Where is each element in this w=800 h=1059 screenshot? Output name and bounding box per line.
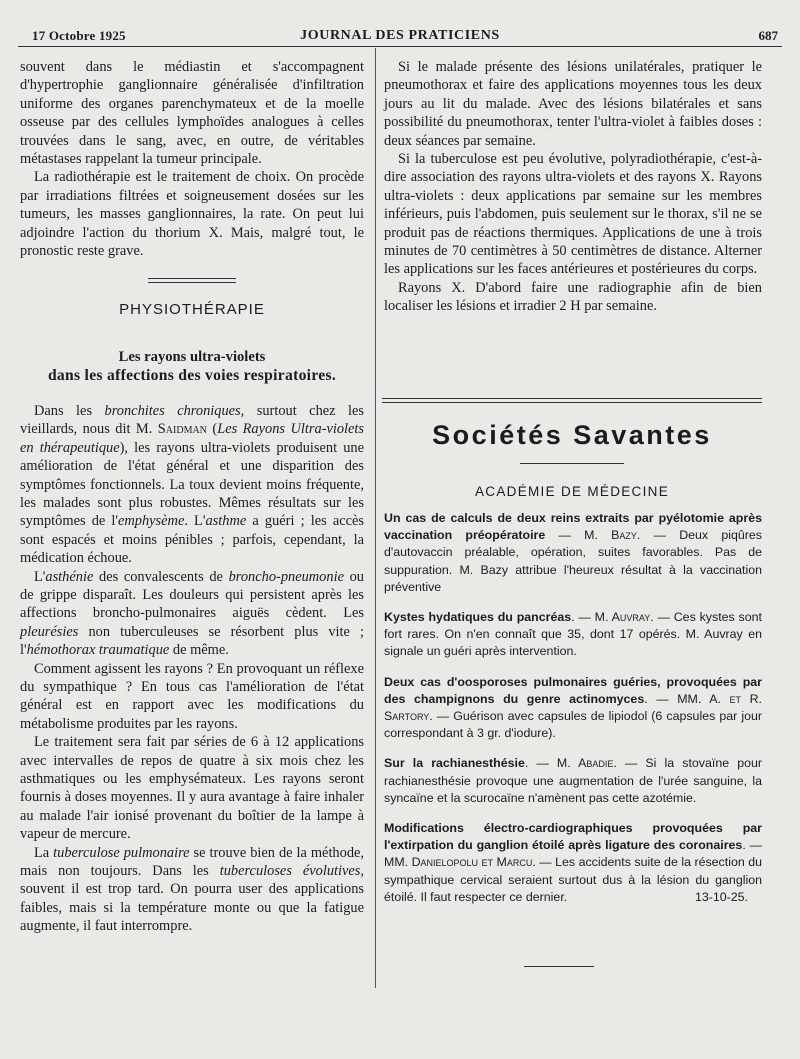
article-title-line2: dans les affections des voies respiratoires.: [47, 366, 337, 384]
entry: Un cas de calculs de deux reins extraits par pyélotomie après vaccination préopératoire — M. Bazy. — Deux piqûres d'autovaccin préalable, opération, suites favorables. Pas de suppuration. M. Bazy attribue l'heureux résultat à la vaccination préventive: [384, 511, 762, 594]
entry-date: 13-10-25.: [694, 889, 748, 904]
left-column: [20, 58, 364, 936]
entry: Deux cas d'oosporoses pulmonaires guéries, provoquées par des champignons du genre actinomyces. — MM. A. et R. Sartory. — Guérison avec capsules de lipiodol (6 capsules par jour correspondant à 3 gr. d'iodure).: [384, 674, 763, 741]
entry-authors: MM. A. et R. Sartory: [384, 691, 763, 724]
entry-authors: M. Abadie: [556, 756, 614, 771]
right-column: [384, 58, 762, 316]
header-rule: [18, 46, 782, 47]
paragraph: Comment agissent les rayons ? En provoquant un réflexe du sympathique ? En tous cas l'amélioration de l'état général est en rapport avec les modifications du métabolisme produites par les rayons.: [20, 660, 364, 732]
issue-date: 17 Octobre 1925: [32, 28, 126, 43]
academie-heading: ACADÉMIE DE MÉDECINE: [474, 484, 670, 499]
entry: Modifications électro-cardiographiques provoquées par l'extirpation du ganglion étoilé après ligature des coronaires. — MM. Danielopolu et Marcu. — Les accidents suite de la résection du sympathique cervical seraient surtout dus à la lésion du ganglion étoilé. Il faut respecter ce dernier. 13-10-25.: [384, 820, 762, 906]
entry-title: Sur la rachianesthésie: [384, 756, 525, 771]
heading-rule: [520, 463, 624, 464]
societes-heading: Sociétés Savantes: [432, 420, 712, 450]
section-heading: PHYSIOTHÉRAPIE: [119, 301, 265, 319]
page-number: 687: [758, 28, 778, 43]
entry-title: Kystes hydatiques du pancréas: [384, 610, 572, 625]
entry: Kystes hydatiques du pancréas. — M. Auvray. — Ces kystes sont fort rares. On n'en connaît que 35, dont 17 opérés. M. Auvray en signale un guéri après intervention.: [384, 610, 762, 659]
paragraph: Dans les bronchites chroniques, surtout chez les vieillards, nous dit M. Saidman (Les Rayons Ultra-violets en thérapeutique), les rayons ultra-violets produisent une amélioration de l'état général et une disparition des symptômes fonctionnels. La toux devient moins fréquente, les malades sont plus robustes. Mêmes résultats sur les symptômes de l'emphysème. L'asthme a guéri ; les accès sont espacés et moins pénibles ; parfois, cependant, la médication échoue.: [20, 402, 365, 567]
entry-authors: M. Auvray: [594, 610, 651, 625]
page-header: [0, 0, 800, 46]
paragraph: Rayons X. D'abord faire une radiographie afin de bien localiser les lésions et irradier 2 H par semaine.: [384, 279, 762, 315]
paragraph: Si le malade présente des lésions unilatérales, pratiquer le pneumothorax et faire des applications moyennes tous les deux jours au lit du malade. Avec des lésions bilatérales et sans possibilité du pneumothorax, tenter l'ultra-violet à faibles doses : deux séances par semaine.: [384, 59, 762, 149]
end-rule: [524, 966, 594, 967]
paragraph: Si la tuberculose est peu évolutive, polyradiothérapie, c'est-à-dire association des rayons ultra-violets et des rayons X. Rayons ultra-violets : deux applications par semaine sur les membres inférieurs, puis l'abdomen, puis seulement sur le thorax, s'il ne se produit pas de réactions thermiques. Applications de une à trois minutes de 70 centimètres à 50 centimètres de distance. Alterner les applications sur les faces antérieures et postérieures du corps.: [384, 151, 762, 278]
entry-text: . — Deux piqûres d'autovaccin préalable, opération, suites favorables. Pas de suppuration. M. Bazy attribue l'heureux résultat à la vaccination préventive: [384, 528, 762, 594]
journal-title: JOURNAL DES PRATICIENS: [300, 28, 500, 43]
entry-title: Deux cas d'oosporoses pulmonaires guéries, provoquées par des champignons du genre actinomyces: [384, 674, 762, 706]
entry-text: . — Ces kystes sont fort rares. On n'en connaît que 35, dont 17 opérés. M. Auvray en signale un guéri après intervention.: [384, 610, 762, 659]
academy-entries: [384, 510, 762, 919]
entry-text: . — Les accidents suite de la résection du sympathique cervical seraient surtout dus à la lésion du ganglion étoilé. Il faut respecter ce dernier.: [384, 855, 762, 904]
entry: Sur la rachianesthésie. — M. Abadie. — Si la stovaïne pour rachianesthésie provoque une augmentation de l'urée sanguine, la syncaïne et la scurocaïne n'amènent pas cette azotémie.: [384, 756, 763, 805]
paragraph: Le traitement sera fait par séries de 6 à 12 applications avec intervalles de repos de quatre à six mois chez les asthmatiques ou les emphysémateux. Les rayons seront fournis à doses moyennes. Il y aura avantage à faire inhaler au malade l'air ionisé provenant du boîtier de la lampe à vapeur de mercure.: [20, 734, 364, 843]
entry-text: . — Guérison avec capsules de lipiodol (6 capsules par jour correspondant à 3 gr. d'iodure).: [384, 709, 762, 741]
section-rule: [382, 398, 762, 403]
entry-authors: MM. Danielopolu et Marcu: [384, 855, 533, 870]
entry-title: Un cas de calculs de deux reins extraits par pyélotomie après vaccination préopératoire: [384, 511, 762, 543]
paragraph: La radiothérapie est le traitement de choix. On procède par irradiations filtrées et soigneusement dosées sur les tumeurs, les masses ganglionnaires, la rate. On peut lui adjoindre l'action du thorium X. Mais, malgré tout, le pronostic reste grave.: [20, 169, 364, 260]
article-title-line1: Les rayons ultra-violets: [118, 348, 266, 365]
entry-authors: M. Bazy: [584, 528, 637, 543]
column-divider: [375, 48, 376, 988]
entry-text: . — Si la stovaïne pour rachianesthésie provoque une augmentation de l'urée sanguine, la syncaïne et la scurocaïne n'amènent pas cette azotémie.: [384, 756, 763, 805]
paragraph: L'asthénie des convalescents de broncho-pneumonie ou de grippe disparaît. Les douleurs qui persistent après les affections broncho-pulmonaires aiguës cèdent. Les pleurésies non tuberculeuses se résorbent plus vite ; l'hémothorax traumatique de même.: [20, 568, 364, 659]
paragraph: La tuberculose pulmonaire se trouve bien de la méthode, mais non toujours. Dans les tuberculoses évolutives, souvent il est trop tard. On pourra user des applications faibles, mais si la température monte ou que la fatigue augmente, il faut interrompre.: [20, 844, 365, 935]
entry-title: Modifications électro-cardiographiques provoquées par l'extirpation du ganglion étoilé après ligature des coronaires: [384, 821, 762, 853]
section-divider: [148, 278, 236, 283]
paragraph: souvent dans le médiastin et s'accompagnent d'hypertrophie ganglionnaire généralisée d'infiltration uniforme des organes parenchymateux et de la moelle osseuse par des cellules lymphoïdes analogues à celles trouvées dans le sang, avec, en outre, de véritables métastases rappelant la tumeur principale.: [20, 59, 364, 168]
